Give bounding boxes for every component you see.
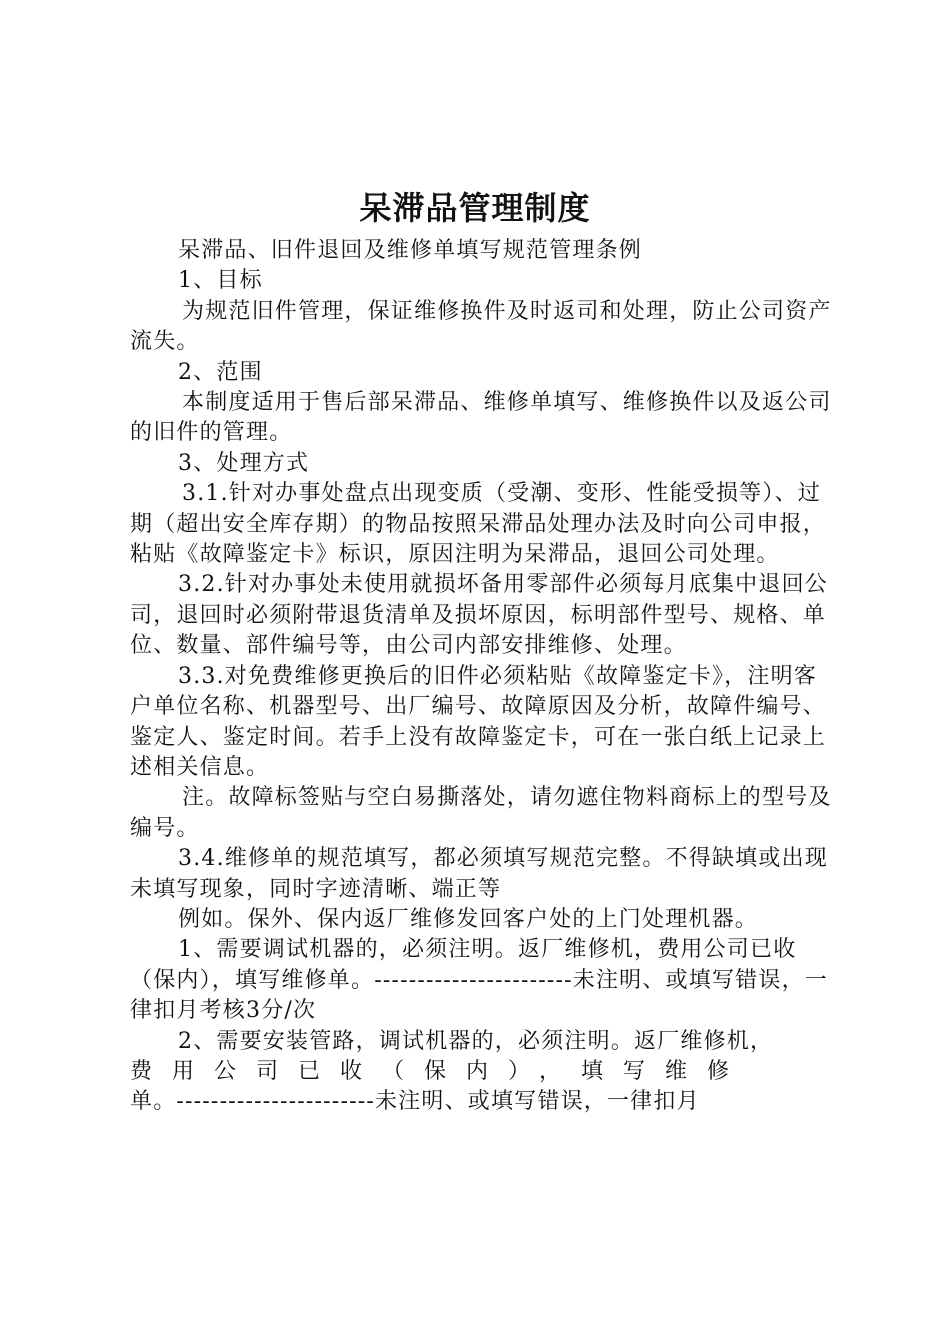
document-subtitle: 呆滞品、旧件退回及维修单填写规范管理条例 [178, 238, 643, 263]
example-item-2-line-2: 费用公司已收（保内），填写维修 [130, 1058, 750, 1084]
clause-3-4: 3.4.维修单的规范填写，都必须填写规范完整。不得缺填或出现未填写现象，同时字迹清晰、端正等 [130, 846, 828, 902]
document-body [130, 236, 832, 1118]
section-heading-method: 3、处理方式 [178, 450, 310, 476]
section-text-scope: 本制度适用于售后部呆滞品、维修单填写、维修换件以及返公司的旧件的管理。 [130, 390, 832, 446]
example-intro: 例如。保外、保内返厂维修发回客户处的上门处理机器。 [178, 906, 759, 932]
page-title: 呆滞品管理制度 [359, 189, 591, 227]
section-heading-goal: 1、目标 [178, 268, 263, 294]
clause-3-3: 3.3.对免费维修更换后的旧件必须粘贴《故障鉴定卡》，注明客户单位名称、机器型号、出厂编号、故障原因及分析，故障件编号、鉴定人、鉴定时间。若手上没有故障鉴定卡，可在一张白纸上记录上述相关信息。 [130, 663, 827, 780]
section-heading-scope: 2、范围 [178, 359, 263, 385]
example-item-1: 1、需要调试机器的，必须注明。返厂维修机，费用公司已收（保内），填写维修单。-----------------------未注明、或填写错误，一律扣月考核3分/次 [130, 937, 828, 1024]
section-text-goal: 为规范旧件管理，保证维修换件及时返司和处理，防止公司资产流失。 [130, 298, 832, 355]
example-item-2-line-3: 单。-----------------------未注明、或填写错误，一律扣月 [130, 1089, 700, 1115]
note-paragraph: 注。故障标签贴与空白易撕落处，请勿遮住物料商标上的型号及编号。 [130, 785, 832, 841]
clause-3-2: 3.2.针对办事处未使用就损坏备用零部件必须每月底集中退回公司，退回时必须附带退货清单及损坏原因，标明部件型号、规格、单位、数量、部件编号等，由公司内部安排维修、处理。 [130, 572, 828, 659]
clause-3-1: 3.1.针对办事处盘点出现变质（受潮、变形、性能受损等）、过期（超出安全库存期）的物品按照呆滞品处理办法及时向公司申报，粘贴《故障鉴定卡》标识，原因注明为呆滞品，退回公司处理。 [130, 481, 827, 568]
example-item-2-line-1: 2、需要安装管路，调试机器的，必须注明。返厂维修机， [178, 1028, 774, 1054]
